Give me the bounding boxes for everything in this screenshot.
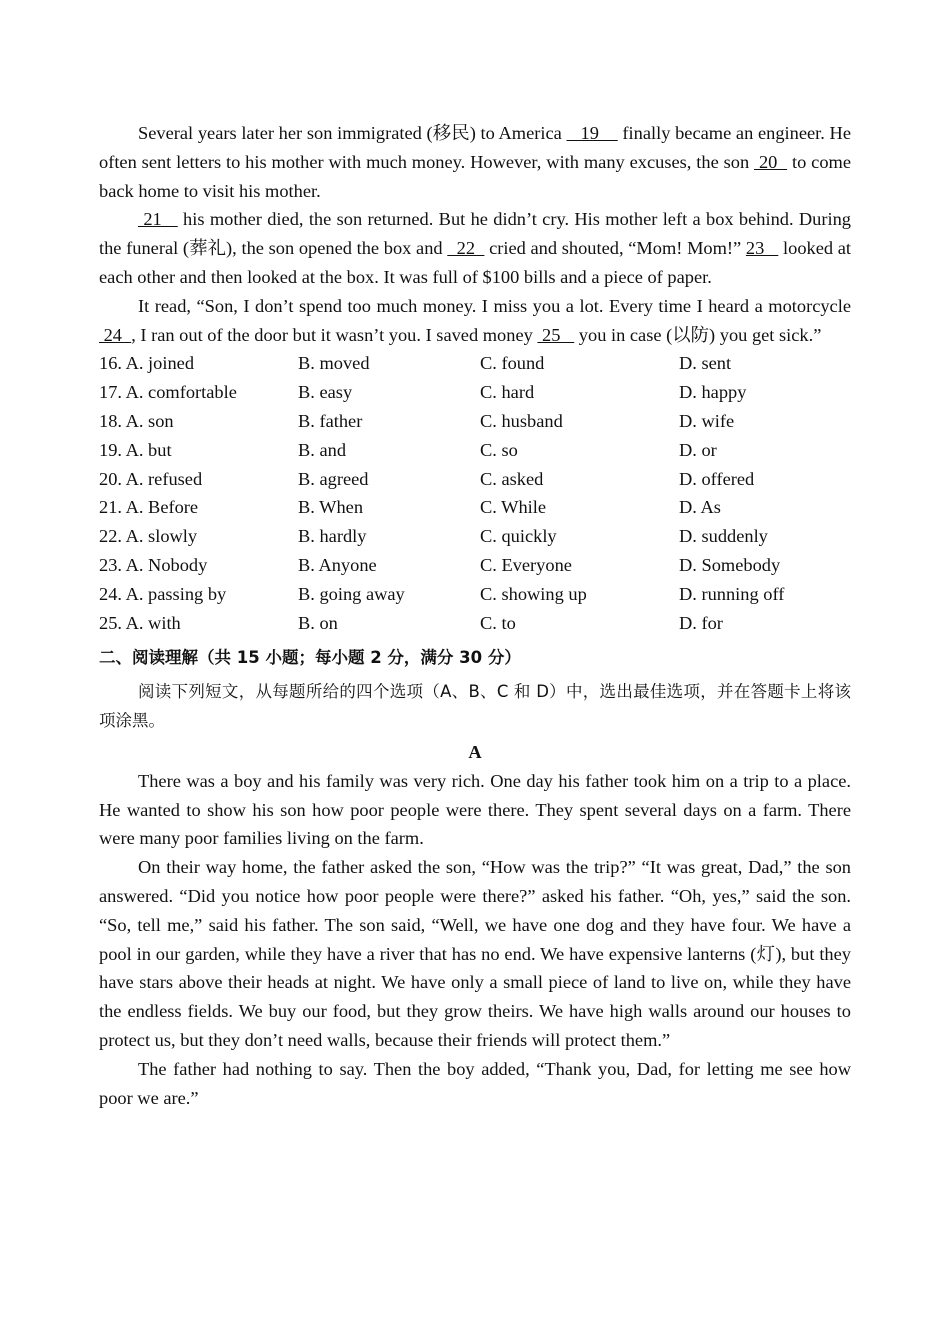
section-heading: 二、阅读理解（共 15 小题；每小题 2 分，满分 30 分） [99,648,521,668]
blank-22: 22 [447,238,485,259]
blank-20: 20 [754,151,788,172]
option-d: D. wife [679,410,735,431]
text-segment: to come back home to visit his mother. [99,151,852,201]
option-row [99,580,851,609]
blank-23: 23 [745,238,779,259]
option-c: C. Everyone [480,554,572,575]
option-d: D. As [679,497,721,518]
option-a: 21. A. Before [99,497,199,518]
option-a: 19. A. but [99,439,172,460]
option-c: C. to [480,612,516,633]
option-b: B. on [298,612,338,633]
option-d: D. for [679,612,723,633]
option-a: 25. A. with [99,612,181,633]
text-segment: Several years later her son immigrated (移民) to America [138,123,567,143]
option-b: B. Anyone [298,554,377,575]
reading-paragraph-1: There was a boy and his family was very rich. One day his father took him on a trip to a place. He wanted to show his son how poor people were there. They spent several days on a farm. There were many poor families living on the farm. [99,770,851,849]
option-b: B. father [298,410,363,431]
option-row [99,349,851,378]
option-d: D. or [679,439,717,460]
options-table [99,349,851,637]
blank-25: 25 [537,324,575,345]
option-c: C. found [480,353,545,374]
option-row [99,378,851,407]
cloze-paragraph-3 [99,292,851,350]
exam-page [99,119,851,1112]
option-b: B. agreed [298,468,369,489]
option-d: D. happy [679,382,747,403]
option-d: D. suddenly [679,526,768,547]
option-a: 24. A. passing by [99,583,227,604]
option-d: D. sent [679,353,732,374]
option-row [99,551,851,580]
option-c: C. While [480,497,547,518]
option-b: B. moved [298,353,370,374]
cloze-paragraph-2 [99,205,851,291]
option-a: 18. A. son [99,410,174,431]
option-d: D. offered [679,468,755,489]
option-a: 23. A. Nobody [99,554,208,575]
text-segment: finally became an engineer. He often sent letters to his mother with much money. However, with many excuses, the son [99,123,851,172]
option-c: C. asked [480,468,544,489]
option-a: 17. A. comfortable [99,382,237,403]
reading-paragraph-3: The father had nothing to say. Then the boy added, “Thank you, Dad, for letting me see how poor we are.” [99,1058,851,1108]
option-row [99,493,851,522]
option-b: B. When [298,497,364,518]
option-c: C. hard [480,382,535,403]
text-segment: cried and shouted, “Mom! Mom!” [484,238,746,259]
reading-paragraph-2: On their way home, the father asked the son, “How was the trip?” “It was great, Dad,” the son answered. “Did you notice how poor people were there?” asked his father. “Oh, yes,” said the son. “So, tell me,” said his father. The son said, “Well, we have one dog and they have four. We have a pool in our garden, while they have a river that has no end. We have expensive lanterns (灯), but they have stars above their heads at night. We have only a small piece of land to live on, while they have the endless fields. We buy our food, but they grow theirs. We have high walls around our houses to protect us, but they don’t need walls, because their friends will protect them.” [99,857,851,1050]
blank-24: 24 [99,324,132,345]
option-b: B. easy [298,382,353,403]
section-instruction: 阅读下列短文，从每题所给的四个选项（A、B、C 和 D）中，选出最佳选项，并在答题卡上将该项涂黑。 [99,682,851,731]
blank-21: 21 [138,209,178,230]
option-a: 22. A. slowly [99,526,198,547]
blank-19: 19 [566,123,618,143]
text-segment: you in case (以防) you get sick.” [574,324,822,345]
cloze-paragraph-1 [99,119,851,205]
option-row [99,465,851,494]
text-segment: his mother died, the son returned. But he didn’t cry. His mother left a box behind. During the funeral (葬礼), the son opened the box and [99,209,851,259]
option-row [99,609,851,638]
option-c: C. husband [480,410,563,431]
option-row [99,407,851,436]
option-d: D. Somebody [679,554,781,575]
option-b: B. going away [298,583,405,604]
option-b: B. hardly [298,526,367,547]
option-c: C. quickly [480,526,557,547]
option-a: 20. A. refused [99,468,203,489]
passage-label: A [468,741,482,762]
option-d: D. running off [679,583,785,604]
text-segment: , I ran out of the door but it wasn’t you. I saved money [131,324,538,345]
option-c: C. showing up [480,583,587,604]
text-segment: It read, “Son, I don’t spend too much money. I miss you a lot. Every time I heard a motorcycle [138,295,851,316]
text-segment: looked at each other and then looked at the box. It was full of $100 bills and a piece of paper. [99,238,852,287]
option-row [99,436,851,465]
option-b: B. and [298,439,347,460]
option-c: C. so [480,439,518,460]
option-a: 16. A. joined [99,353,195,374]
option-row [99,522,851,551]
